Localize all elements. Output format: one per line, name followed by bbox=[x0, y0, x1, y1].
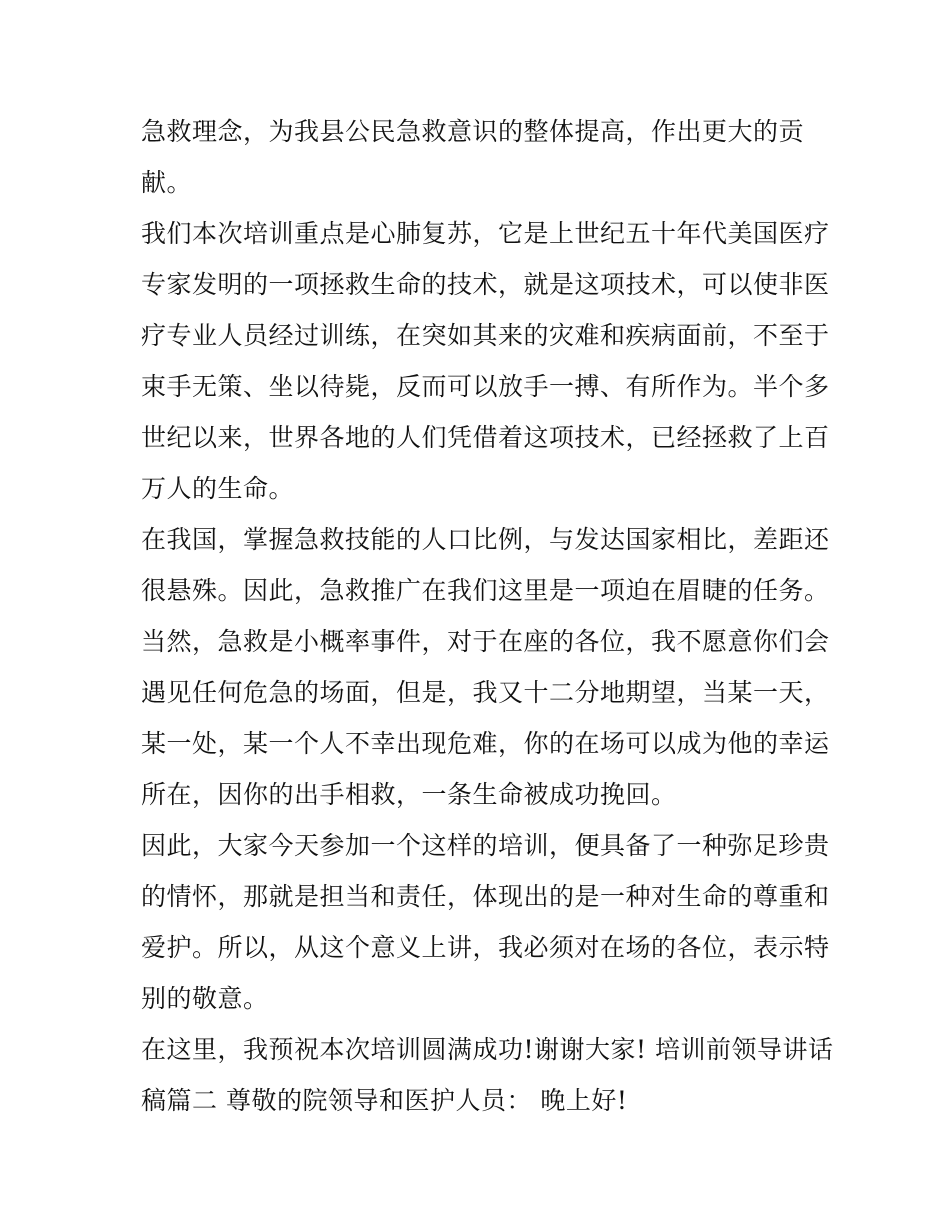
text-line: 疗专业人员经过训练，在突如其来的灾难和疾病面前，不至于 bbox=[141, 321, 830, 350]
text-line: 别的敬意。 bbox=[141, 984, 269, 1013]
body-text bbox=[141, 106, 834, 1126]
text-line: 所在，因你的出手相救，一条生命被成功挽回。 bbox=[141, 780, 677, 809]
text-line: 稿篇二 尊敬的院领导和医护人员： 晚上好! bbox=[141, 1086, 628, 1115]
text-line: 很悬殊。因此，急救推广在我们这里是一项迫在眉睫的任务。 bbox=[141, 576, 830, 605]
text-line: 某一处，某一个人不幸出现危难，你的在场可以成为他的幸运 bbox=[141, 729, 830, 758]
text-line: 专家发明的一项拯救生命的技术，就是这项技术，可以使非医 bbox=[141, 270, 830, 299]
text-line: 万人的生命。 bbox=[141, 474, 295, 503]
text-line: 当然，急救是小概率事件，对于在座的各位，我不愿意你们会 bbox=[141, 627, 830, 656]
text-line: 献。 bbox=[141, 168, 193, 197]
text-line: 爱护。所以，从这个意义上讲，我必须对在场的各位，表示特 bbox=[141, 933, 830, 962]
text-line: 遇见任何危急的场面，但是，我又十二分地期望，当某一天， bbox=[141, 678, 830, 707]
text-line: 我们本次培训重点是心肺复苏，它是上世纪五十年代美国医疗 bbox=[141, 219, 830, 248]
text-line: 在这里，我预祝本次培训圆满成功!谢谢大家! 培训前领导讲话 bbox=[141, 1035, 834, 1064]
text-line: 世纪以来，世界各地的人们凭借着这项技术，已经拯救了上百 bbox=[141, 423, 830, 452]
text-line: 束手无策、坐以待毙，反而可以放手一搏、有所作为。半个多 bbox=[141, 372, 830, 401]
text-line: 急救理念，为我县公民急救意识的整体提高，作出更大的贡 bbox=[141, 117, 805, 146]
text-line: 因此，大家今天参加一个这样的培训，便具备了一种弥足珍贵 bbox=[141, 831, 830, 860]
text-line: 在我国，掌握急救技能的人口比例，与发达国家相比，差距还 bbox=[141, 525, 830, 554]
text-line: 的情怀，那就是担当和责任，体现出的是一种对生命的尊重和 bbox=[141, 882, 830, 911]
